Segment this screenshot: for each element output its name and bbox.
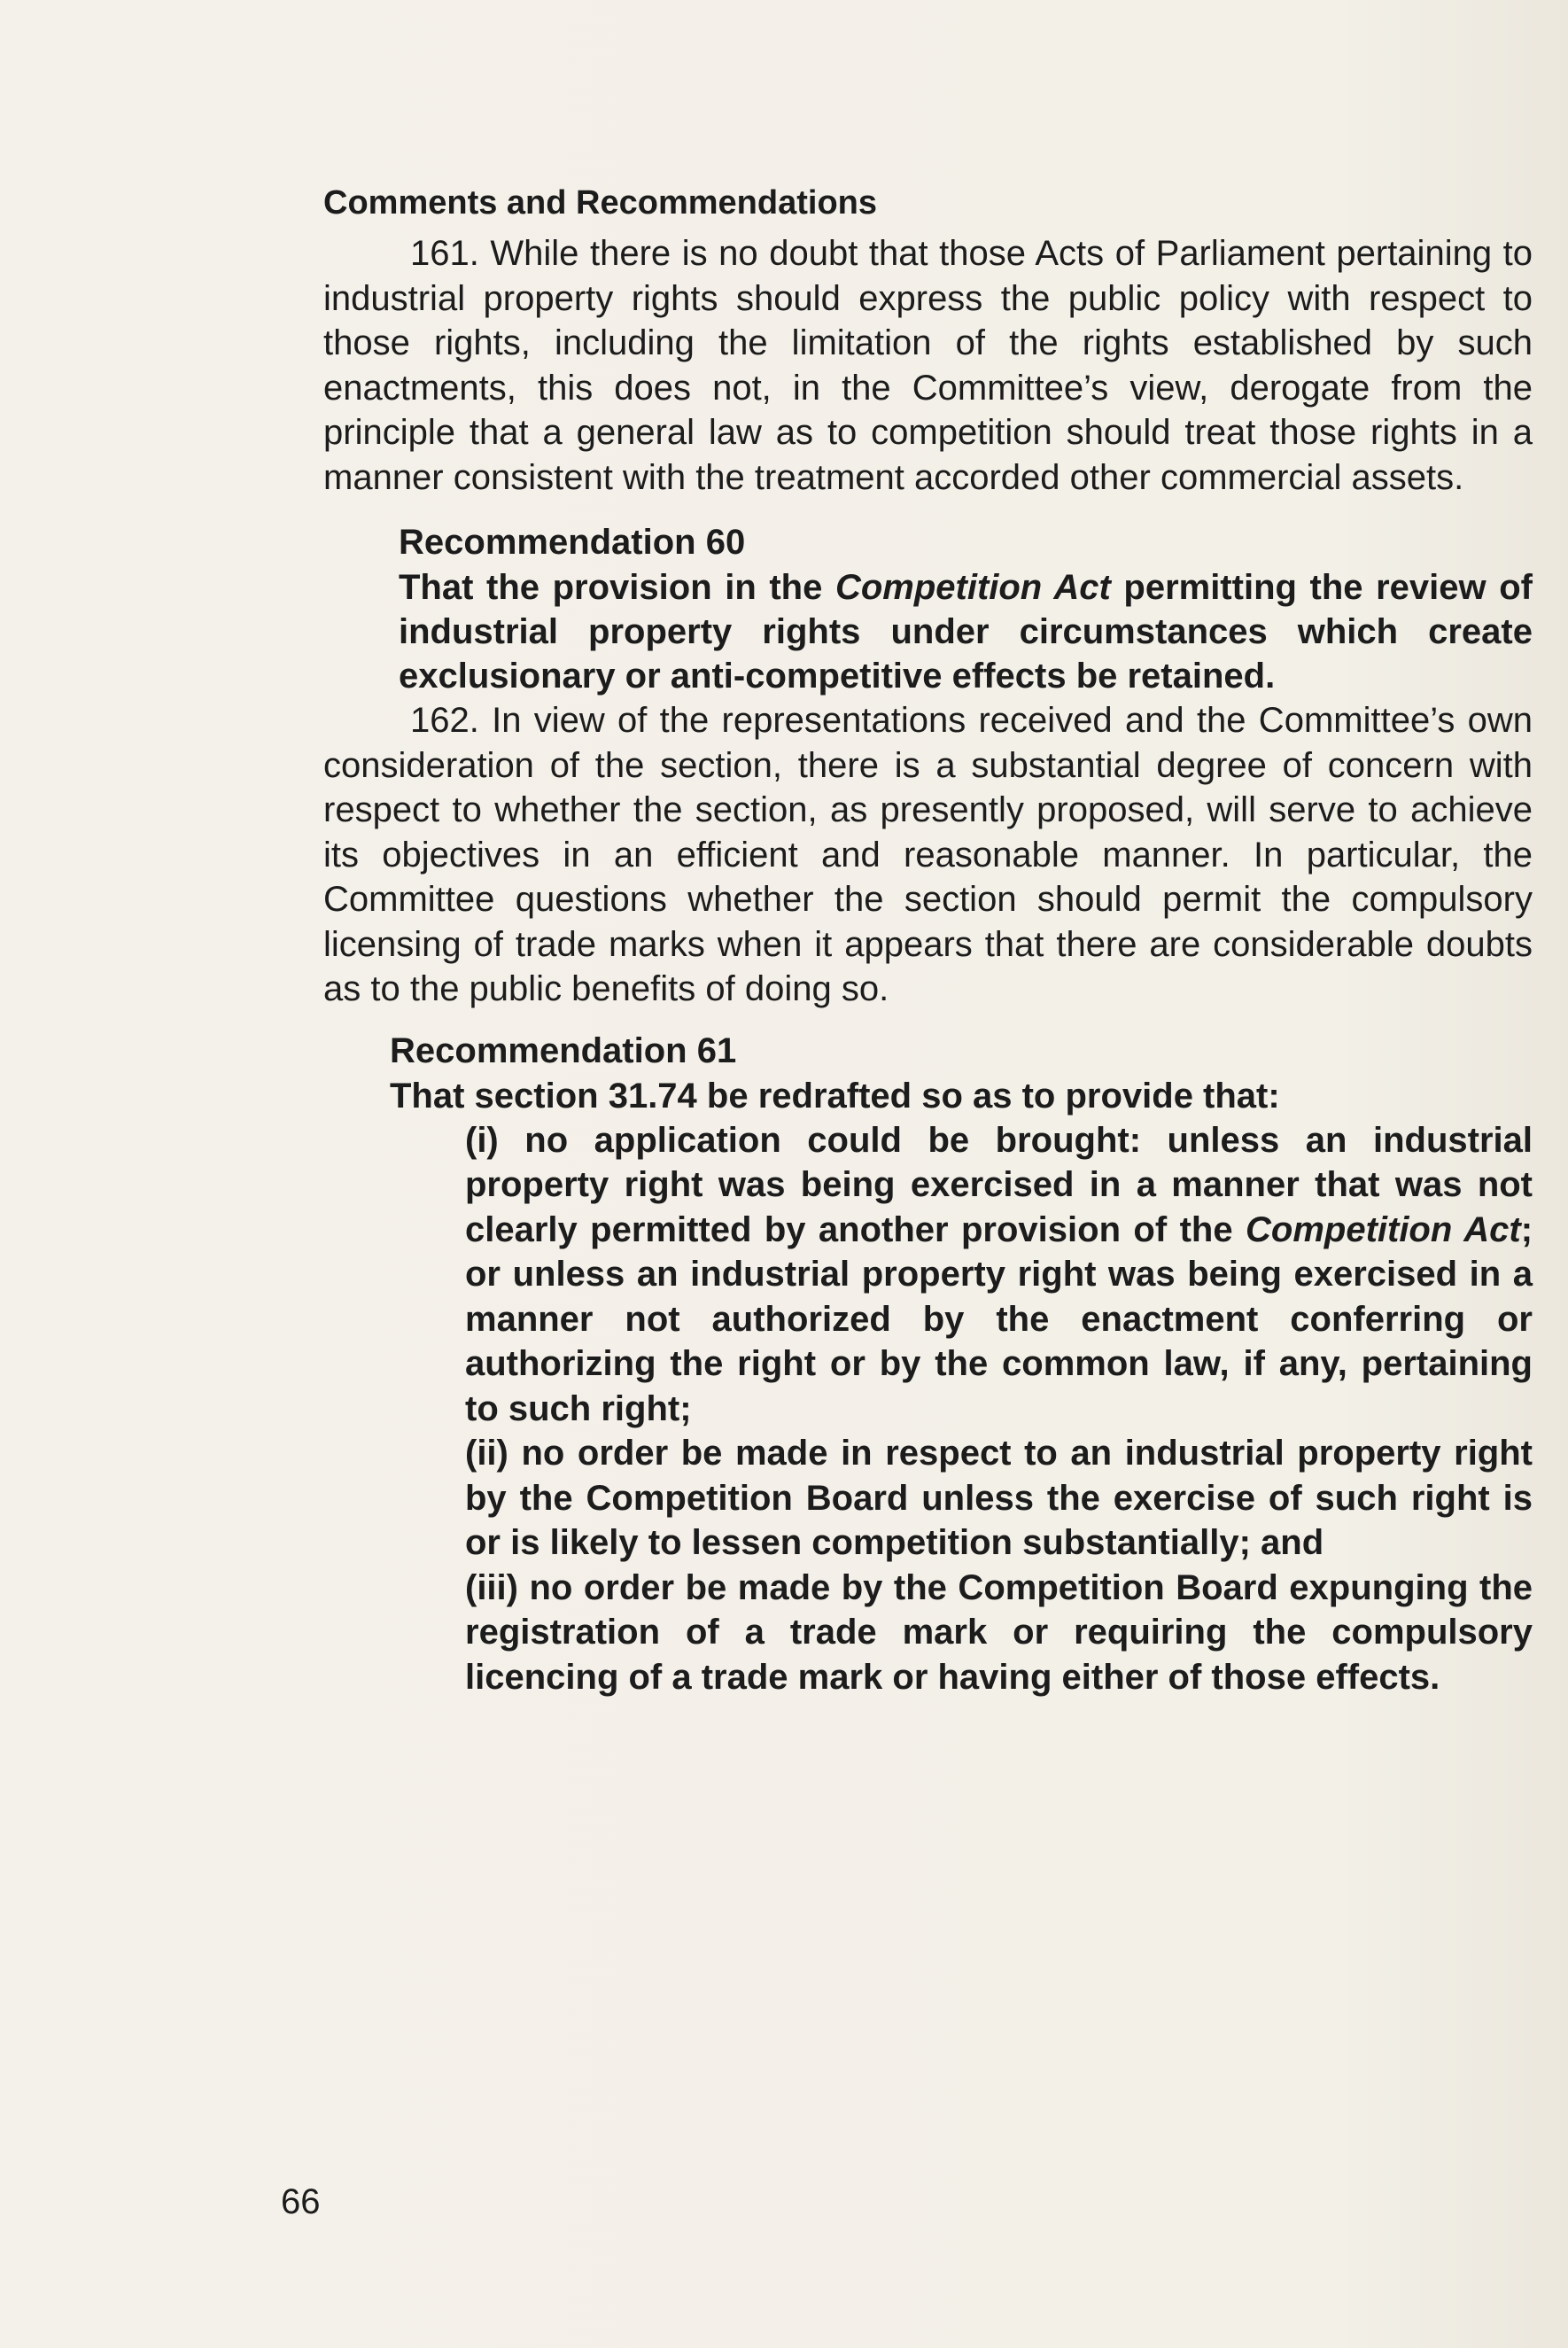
recommendation-60 [399,519,1533,698]
item-i-act-name: Competition Act [1246,1209,1521,1249]
page-number: 66 [281,2182,321,2221]
recommendation-60-text-start: That the provision in the [399,568,835,607]
recommendation-61-item-i [465,1118,1533,1432]
recommendation-61-intro: That section 31.74 be redrafted so as to provide that: [390,1076,1280,1116]
item-i-end: ; or unless an industrial property right was being exercised in a manner not authorized by the enactment conferring or authorizing the right or by the common law, if any, pertaining to such right; [465,1209,1533,1428]
recommendation-60-act-name: Competition Act [834,568,1111,607]
recommendation-61-items [390,1118,1533,1700]
recommendation-61-title: Recommendation 61 [390,1030,737,1070]
recommendation-61-item-ii: (ii) no order be made in respect to an industrial property right by the Competition Board unless the exercise of such right is or is likely to lessen competition substantially; and [465,1434,1533,1562]
recommendation-60-text [399,565,1533,698]
item-i-start: (i) no application could be brought: unless an industrial property right was being exercised in a manner that was not clearly permitted by another provision of the [465,1120,1533,1249]
paragraph-161: 161. While there is no doubt that those Acts of Parliament pertaining to industrial property rights should express the public policy with respect to those rights, including the limitation of the rights established by such enactments, this does not, in the Committee’s view, derogate from the principle that a general law as to competition should treat those rights in a manner consistent with the treatment accorded other commercial assets. [323,234,1533,497]
recommendation-60-title: Recommendation 60 [399,523,746,562]
section-heading: Comments and Recommendations [323,184,877,222]
page-content [323,182,1533,1699]
recommendation-61-item-iii: (iii) no order be made by the Competition Board expunging the registration of a trade mark or requiring the compulsory licencing of a trade mark or having either of those effects. [465,1567,1533,1697]
recommendation-60-text-end: permitting the review of industrial property rights under circumstances which create exclusionary or anti-competitive effects be retained. [399,568,1533,696]
recommendation-61 [390,1028,1533,1700]
paragraph-162: 162. In view of the representations received and the Committee’s own consideration of the section, there is a substantial degree of concern with respect to whether the section, as presently proposed, will serve to achieve its objectives in an efficient and reasonable manner. In particular, the Committee questions whether the section should permit the compulsory licensing of trade marks when it appears that there are considerable doubts as to the public benefits of doing so. [323,701,1533,1008]
